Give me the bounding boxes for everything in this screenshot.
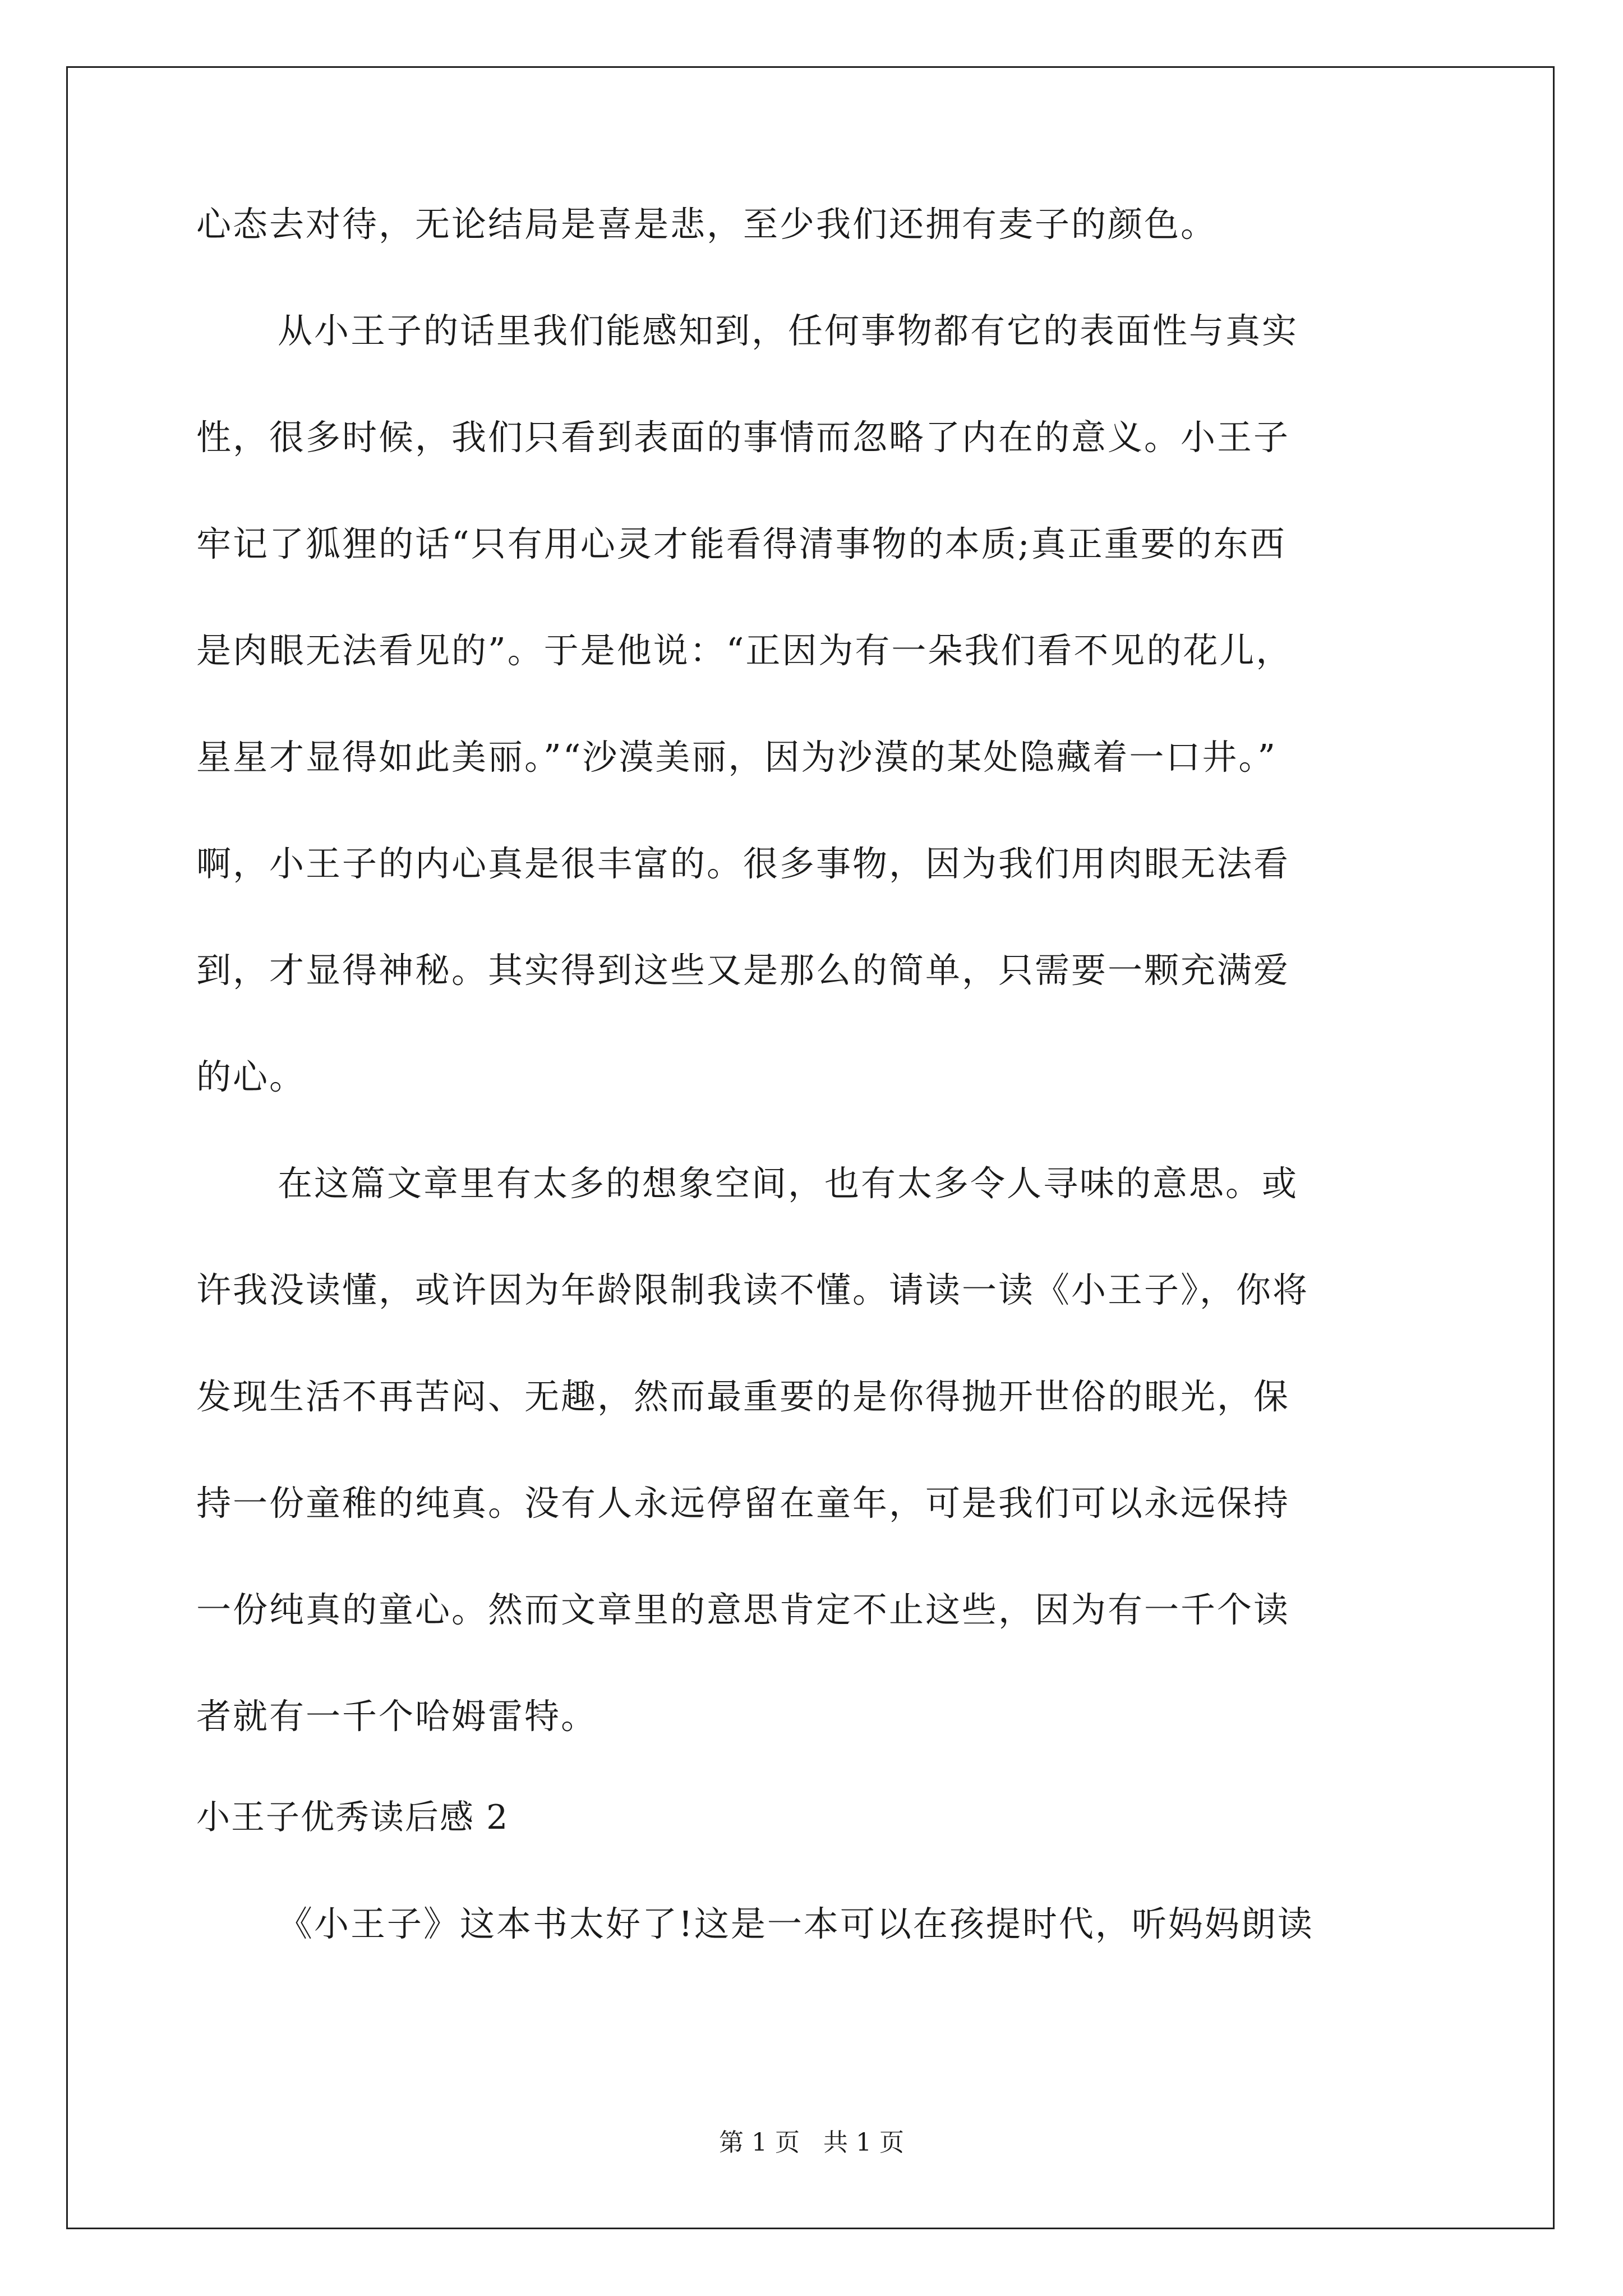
text-line: 星星才显得如此美丽。”“沙漠美丽，因为沙漠的某处隐藏着一口井。” — [196, 737, 1278, 777]
text-line: 一份纯真的童心。然而文章里的意思肯定不止这些，因为有一千个读 — [196, 1589, 1290, 1630]
text-line: 在这篇文章里有太多的想象空间，也有太多令人寻味的意思。或 — [278, 1163, 1299, 1204]
text-line: 从小王子的话里我们能感知到，任何事物都有它的表面性与真实 — [278, 310, 1299, 351]
text-line: 发现生活不再苦闷、无趣，然而最重要的是你得抛开世俗的眼光，保 — [196, 1376, 1290, 1417]
text-line: 性，很多时候，我们只看到表面的事情而忽略了内在的意义。小王子 — [196, 417, 1290, 458]
text-line: 者就有一千个哈姆雷特。 — [196, 1696, 598, 1737]
text-line: 心态去对待，无论结局是喜是悲，至少我们还拥有麦子的颜色。 — [196, 204, 1218, 245]
text-line: 许我没读懂，或许因为年龄限制我读不懂。请读一读《小王子》，你将 — [196, 1269, 1310, 1310]
text-line: 牢记了狐狸的话“只有用心灵才能看得清事物的本质;真正重要的东西 — [196, 523, 1287, 564]
text-line: 啊，小王子的内心真是很丰富的。很多事物，因为我们用肉眼无法看 — [196, 843, 1290, 884]
text-line: 的心。 — [196, 1056, 306, 1097]
text-line: 持一份童稚的纯真。没有人永远停留在童年，可是我们可以永远保持 — [196, 1483, 1290, 1524]
text-line: 《小王子》这本书太好了!这是一本可以在孩提时代，听妈妈朗读 — [278, 1903, 1314, 1944]
page-number-footer: 第 1 页 共 1 页 — [719, 2128, 904, 2157]
section-heading: 小王子优秀读后感 2 — [196, 1798, 509, 1837]
text-line: 是肉眼无法看见的”。于是他说：“正因为有一朵我们看不见的花儿， — [196, 630, 1293, 671]
text-line: 到，才显得神秘。其实得到这些又是那么的简单，只需要一颗充满爱 — [196, 950, 1290, 991]
